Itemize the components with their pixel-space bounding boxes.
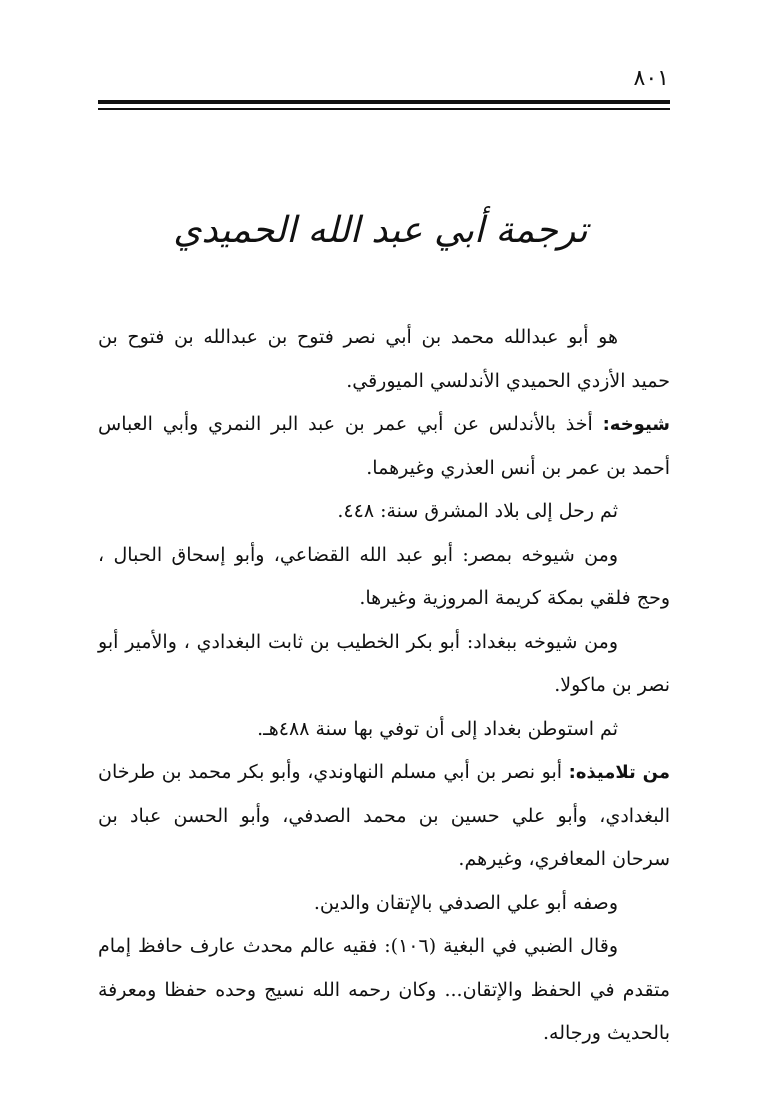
paragraph-text: أبو نصر بن أبي مسلم النهاوندي، وأبو بكر محمد بن طرخان البغدادي، وأبو علي حسين بن محمد الصدفي، وأبو الحسن عباد بن سرحان المعافري، وغيرهم. (98, 761, 670, 870)
paragraph-text: وصفه أبو علي الصدفي بالإتقان والدين. (313, 891, 618, 914)
paragraph (98, 316, 670, 403)
paragraph-text: أخذ بالأندلس عن أبي عمر بن عبد البر النمري وأبي العباس أحمد بن عمر بن أنس العذري وغيرهما. (98, 413, 670, 479)
paragraph-text: هو أبو عبدالله محمد بن أبي نصر فتوح بن عبدالله بن فتوح بن حميد الأزدي الحميدي الأندلسي الميورقي. (98, 326, 670, 392)
paragraph-text: وقال الضبي في البغية (١٠٦): فقيه عالم محدث عارف حافظ إمام متقدم في الحفظ والإتقان... وكان رحمه الله نسيج وحده حفظا ومعرفة بالحديث ورجاله. (98, 935, 670, 1044)
body-text (98, 316, 670, 1056)
paragraph (98, 621, 670, 708)
paragraph (98, 751, 670, 882)
paragraph (98, 925, 670, 1056)
paragraph-text: ومن شيوخه بمصر: أبو عبد الله القضاعي، وأبو إسحاق الحبال ، وحج فلقي بمكة كريمة المروزية وغيرها. (98, 543, 670, 609)
header-rule-thin (98, 108, 670, 110)
page-number: ٨٠١ (633, 66, 669, 91)
paragraph-text: ثم استوطن بغداد إلى أن توفي بها سنة ٤٨٨هـ. (257, 717, 618, 740)
section-title: ترجمة أبي عبد الله الحميدي (173, 210, 588, 251)
paragraph-text: ومن شيوخه ببغداد: أبو بكر الخطيب بن ثابت البغدادي ، والأمير أبو نصر بن ماكولا. (98, 630, 670, 696)
paragraph-label: من تلاميذه: (568, 762, 670, 783)
paragraph (98, 708, 670, 752)
paragraph (98, 882, 670, 926)
header-rule-thick (98, 100, 670, 104)
paragraph (98, 490, 670, 534)
paragraph (98, 534, 670, 621)
paragraph (98, 403, 670, 490)
paragraph-text: ثم رحل إلى بلاد المشرق سنة: ٤٤٨. (337, 500, 618, 522)
paragraph-label: شيوخه: (602, 414, 670, 435)
